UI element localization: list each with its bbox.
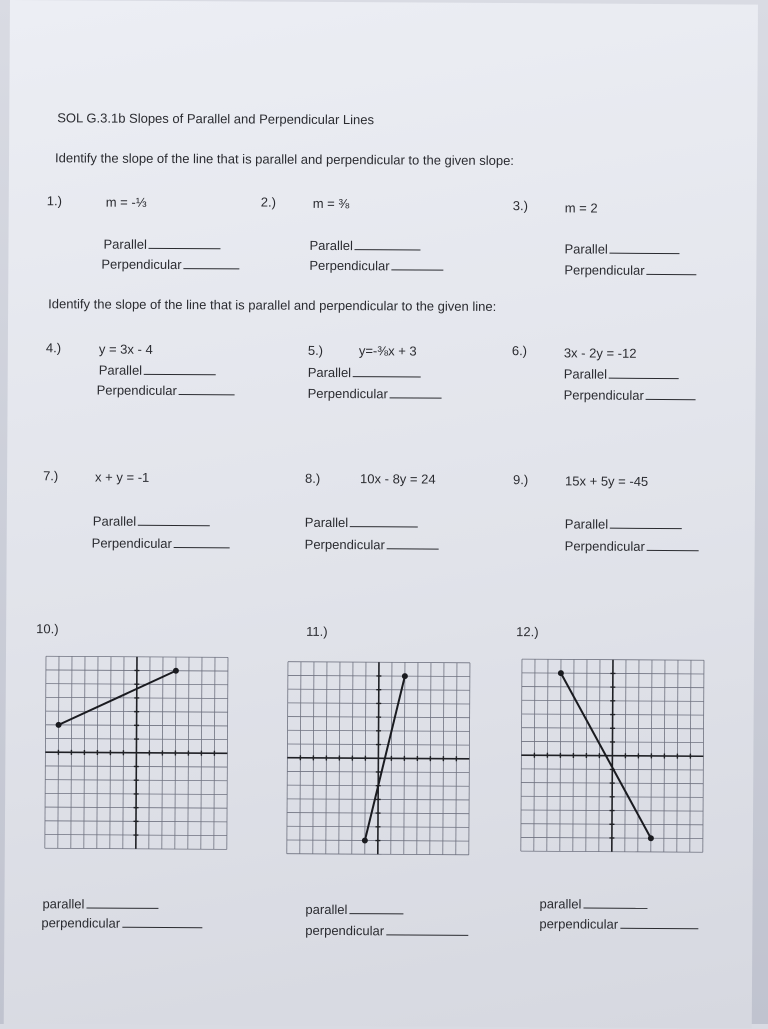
perpendicular-answer-6: [564, 387, 696, 402]
perpendicular-label: Perpendicular: [565, 538, 645, 553]
problem-expression: y=-⅜x + 3: [359, 344, 417, 357]
answer-blank[interactable]: [610, 517, 682, 529]
perpendicular-label: Perpendicular: [305, 537, 385, 552]
line-endpoint: [362, 837, 368, 843]
coordinate-graph-11: [283, 658, 474, 859]
parallel-label: Parallel: [103, 237, 146, 252]
answer-blank[interactable]: [184, 257, 240, 269]
answer-blank[interactable]: [86, 896, 158, 908]
answer-blank[interactable]: [149, 237, 221, 249]
parallel-answer-3: [564, 241, 679, 256]
parallel-answer-1: [103, 237, 220, 252]
problem-expression: 10x - 8y = 24: [360, 472, 436, 485]
perpendicular-answer-8: [305, 537, 439, 552]
answer-blank[interactable]: [174, 536, 230, 548]
parallel-label: Parallel: [308, 365, 351, 380]
perpendicular-answer-5: [308, 386, 442, 401]
parallel-answer-6: [564, 366, 679, 381]
answer-blank[interactable]: [122, 916, 202, 928]
instruction-slopes: Identify the slope of the line that is parallel and perpendicular to the given slope:: [55, 151, 514, 167]
answer-blank[interactable]: [647, 539, 699, 551]
perpendicular-label: perpendicular: [41, 915, 120, 930]
line-endpoint: [402, 673, 408, 679]
parallel-label: Parallel: [309, 238, 352, 253]
perpendicular-label: Perpendicular: [309, 258, 389, 273]
coordinate-graph-12: [517, 655, 708, 856]
parallel-answer-12: [539, 896, 647, 911]
perpendicular-label: Perpendicular: [101, 257, 181, 272]
parallel-answer-10: [42, 896, 158, 911]
problem-number: 5.): [308, 344, 323, 357]
problem-number: 1.): [47, 194, 62, 207]
problem-expression: m = 2: [565, 201, 598, 214]
perpendicular-label: perpendicular: [539, 916, 618, 931]
perpendicular-answer-7: [92, 536, 230, 551]
parallel-answer-4: [99, 363, 216, 378]
problem-expression: 15x + 5y = -45: [565, 474, 648, 488]
perpendicular-label: Perpendicular: [564, 387, 644, 402]
parallel-label: Parallel: [564, 241, 607, 256]
perpendicular-answer-1: [101, 257, 239, 272]
answer-blank[interactable]: [646, 388, 696, 400]
answer-blank[interactable]: [386, 923, 468, 936]
answer-blank[interactable]: [387, 537, 439, 549]
y-axis: [612, 660, 613, 852]
line-endpoint: [648, 835, 654, 841]
line-endpoint: [56, 722, 62, 728]
answer-blank[interactable]: [647, 263, 697, 275]
answer-blank[interactable]: [350, 515, 418, 527]
answer-blank[interactable]: [179, 383, 235, 395]
problem-number: 3.): [513, 199, 528, 212]
y-axis: [378, 662, 379, 854]
coordinate-graph-10: [41, 652, 232, 853]
perpendicular-answer-12: [539, 916, 698, 931]
answer-blank[interactable]: [355, 238, 421, 250]
perpendicular-answer-4: [97, 383, 235, 398]
line-endpoint: [173, 668, 179, 674]
perpendicular-label: Perpendicular: [97, 383, 177, 398]
perpendicular-label: Perpendicular: [564, 262, 644, 277]
parallel-answer-9: [565, 516, 682, 531]
problem-expression: 3x - 2y = -12: [564, 346, 637, 359]
parallel-label: Parallel: [305, 515, 348, 530]
answer-blank[interactable]: [583, 897, 647, 909]
parallel-label: Parallel: [99, 363, 142, 378]
problem-number: 9.): [513, 473, 528, 486]
instruction-lines: Identify the slope of the line that is parallel and perpendicular to the given line:: [48, 297, 496, 313]
problem-expression: m = ⅜: [313, 197, 350, 210]
parallel-label: Parallel: [93, 514, 136, 529]
parallel-answer-8: [305, 515, 418, 530]
parallel-label: parallel: [305, 902, 347, 917]
parallel-answer-5: [308, 365, 421, 380]
problem-number: 4.): [46, 341, 61, 354]
parallel-label: Parallel: [564, 366, 607, 381]
line-endpoint: [558, 670, 564, 676]
problem-expression: m = -⅓: [106, 196, 147, 209]
worksheet: [4, 0, 758, 1029]
problem-expression: x + y = -1: [95, 471, 149, 484]
problem-number: 6.): [512, 344, 527, 357]
answer-blank[interactable]: [349, 902, 403, 914]
perpendicular-answer-3: [564, 262, 696, 277]
parallel-label: Parallel: [565, 516, 608, 531]
problem-number: 10.): [36, 622, 58, 635]
parallel-label: parallel: [539, 896, 581, 911]
answer-blank[interactable]: [620, 917, 698, 929]
answer-blank[interactable]: [138, 514, 210, 526]
answer-blank[interactable]: [144, 363, 216, 375]
problem-expression: y = 3x - 4: [99, 343, 153, 356]
perpendicular-label: Perpendicular: [308, 386, 388, 401]
answer-blank[interactable]: [353, 365, 421, 377]
answer-blank[interactable]: [392, 258, 444, 270]
problem-number: 12.): [516, 625, 538, 638]
perpendicular-label: Perpendicular: [92, 536, 172, 551]
answer-blank[interactable]: [610, 242, 680, 254]
parallel-answer-2: [309, 238, 420, 253]
parallel-answer-7: [93, 514, 210, 529]
problem-number: 7.): [43, 469, 58, 482]
perpendicular-label: perpendicular: [305, 923, 384, 938]
problem-number: 2.): [261, 196, 276, 209]
perpendicular-answer-10: [41, 915, 202, 930]
problem-number: 11.): [306, 625, 328, 638]
answer-blank[interactable]: [609, 367, 679, 379]
worksheet-title: SOL G.3.1b Slopes of Parallel and Perpendicular Lines: [57, 111, 374, 126]
answer-blank[interactable]: [390, 386, 442, 398]
y-axis: [136, 657, 137, 849]
parallel-answer-11: [305, 902, 403, 917]
problem-number: 8.): [305, 472, 320, 485]
perpendicular-answer-11: [305, 923, 468, 938]
perpendicular-answer-2: [309, 258, 443, 273]
perpendicular-answer-9: [565, 538, 699, 553]
parallel-label: parallel: [42, 896, 84, 911]
